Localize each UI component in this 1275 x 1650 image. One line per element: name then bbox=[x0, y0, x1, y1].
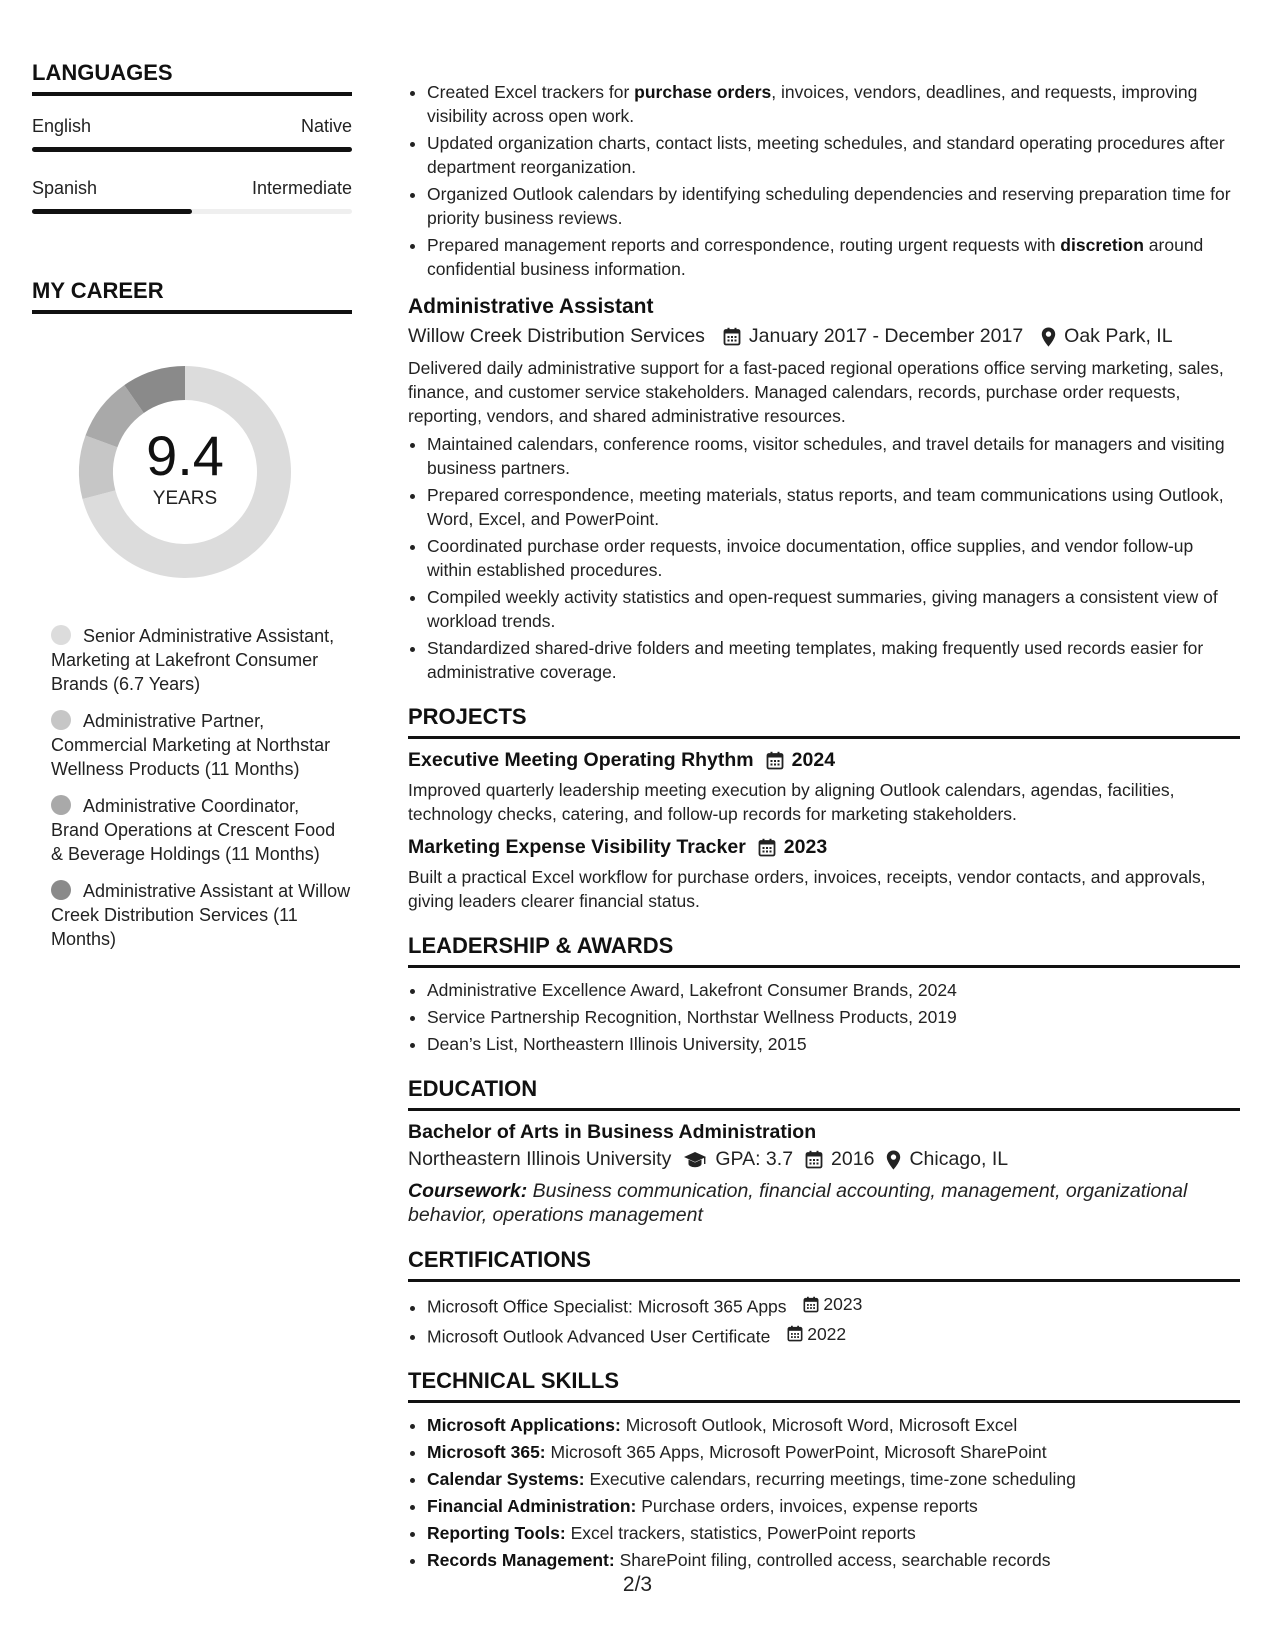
gpa: GPA: 3.7 bbox=[715, 1148, 794, 1170]
calendar-icon bbox=[766, 751, 784, 770]
legend-dot bbox=[51, 795, 71, 815]
job-meta bbox=[408, 325, 1240, 348]
bullet-item: • Prepared management reports and correspondence, routing urgent requests with discretion around confidential business information. bbox=[427, 233, 1240, 281]
project-description: Built a practical Excel workflow for purchase orders, invoices, receipts, vendor contacts, and approvals, giving leaders clearer financial status. bbox=[408, 867, 1206, 911]
certifications-title: CERTIFICATIONS bbox=[408, 1247, 1240, 1282]
bullet-item: • Prepared correspondence, meeting materials, status reports, and team communications using Outlook, Word, Excel, and PowerPoint. bbox=[427, 483, 1240, 531]
degree-name: Bachelor of Arts in Business Administration bbox=[408, 1121, 817, 1143]
bullet-item: • Updated organization charts, contact lists, meeting schedules, and standard operating procedures after department reorganization. bbox=[427, 131, 1240, 179]
calendar-icon bbox=[805, 1150, 823, 1169]
career-donut-chart bbox=[67, 354, 303, 590]
job-dates: January 2017 - December 2017 bbox=[748, 325, 1024, 347]
skill-item: • Financial Administration: Purchase orders, invoices, expense reports bbox=[427, 1494, 1240, 1518]
awards-title: LEADERSHIP & AWARDS bbox=[408, 933, 1240, 968]
projects-title: PROJECTS bbox=[408, 704, 1240, 739]
job-title: Administrative Assistant bbox=[408, 295, 654, 318]
skills-title: TECHNICAL SKILLS bbox=[408, 1368, 1240, 1403]
language-proficiency-bar bbox=[32, 209, 352, 214]
legend-item bbox=[51, 624, 352, 696]
map-pin-icon bbox=[886, 1150, 901, 1170]
awards-list bbox=[408, 978, 1240, 1056]
skill-item: • Microsoft Applications: Microsoft Outlook, Microsoft Word, Microsoft Excel bbox=[427, 1413, 1240, 1437]
project-name: Marketing Expense Visibility Tracker bbox=[408, 836, 746, 858]
project-description: Improved quarterly leadership meeting execution by aligning Outlook calendars, agendas, facilities, technology checks, catering, and follow-up records for marketing stakeholders. bbox=[408, 780, 1175, 824]
language-name: Spanish bbox=[32, 178, 98, 198]
career-total-years: 9.4 bbox=[146, 424, 224, 487]
language-entry bbox=[32, 116, 352, 152]
job-company: Willow Creek Distribution Services bbox=[408, 325, 705, 347]
language-level: Native bbox=[300, 116, 352, 136]
legend-item bbox=[51, 879, 352, 951]
certification-year: 2022 bbox=[807, 1323, 847, 1344]
certification-year: 2023 bbox=[823, 1294, 863, 1314]
bullet-item: • Maintained calendars, conference rooms, visitor schedules, and travel details for managers and visiting business partners. bbox=[427, 432, 1240, 480]
language-proficiency-fill bbox=[32, 209, 192, 214]
legend-label: Administrative Assistant at Willow Creek Distribution Services (11 Months) bbox=[51, 881, 351, 949]
school-name: Northeastern Illinois University bbox=[408, 1148, 672, 1170]
legend-label: Senior Administrative Assistant, Marketing at Lakefront Consumer Brands (6.7 Years) bbox=[51, 626, 335, 694]
graduation-year: 2016 bbox=[831, 1148, 875, 1170]
language-entry bbox=[32, 178, 352, 214]
legend-item bbox=[51, 709, 352, 781]
graduation-cap-icon bbox=[683, 1151, 707, 1169]
legend-dot bbox=[51, 625, 71, 645]
calendar-icon bbox=[803, 1296, 819, 1313]
certifications-list bbox=[408, 1292, 1240, 1348]
bullet-item: • Organized Outlook calendars by identifying scheduling dependencies and reserving preparation time for priority business reviews. bbox=[427, 182, 1240, 230]
language-proficiency-fill bbox=[32, 147, 352, 152]
certification-item: • Microsoft Outlook Advanced User Certificate 2022 bbox=[427, 1322, 1240, 1349]
skill-item: • Records Management: SharePoint filing, controlled access, searchable records bbox=[427, 1548, 1240, 1572]
previous-job-bullets bbox=[408, 80, 1240, 281]
job-summary: Delivered daily administrative support for a fast-paced regional operations office serving marketing, sales, finance, and customer service stakeholders. Managed calendars, records, purchase order requests, reporting, vendors, and shared administrative resources. bbox=[408, 358, 1224, 426]
bullet-item: • Compiled weekly activity statistics and open-request summaries, giving managers a consistent view of workload trends. bbox=[427, 585, 1240, 633]
project-entry bbox=[408, 749, 1240, 826]
career-years-unit: YEARS bbox=[152, 488, 218, 509]
page-number: 2/3 bbox=[622, 1573, 653, 1596]
language-proficiency-bar bbox=[32, 147, 352, 152]
project-entry bbox=[408, 836, 1240, 913]
job-bullets bbox=[408, 432, 1240, 684]
career-legend bbox=[51, 624, 352, 951]
award-item: • Administrative Excellence Award, Lakefront Consumer Brands, 2024 bbox=[427, 978, 1240, 1002]
coursework: Coursework: Business communication, financial accounting, management, organizational behavior, operations management bbox=[408, 1180, 1188, 1226]
calendar-icon bbox=[787, 1325, 803, 1342]
award-item: • Service Partnership Recognition, Northstar Wellness Products, 2019 bbox=[427, 1005, 1240, 1029]
left-column bbox=[32, 60, 352, 964]
legend-dot bbox=[51, 880, 71, 900]
legend-dot bbox=[51, 710, 71, 730]
language-level: Intermediate bbox=[251, 178, 352, 198]
legend-label: Administrative Coordinator, Brand Operations at Crescent Food & Beverage Holdings (11 Months) bbox=[51, 796, 336, 864]
skills-list bbox=[408, 1413, 1240, 1572]
project-name: Executive Meeting Operating Rhythm bbox=[408, 749, 754, 771]
right-column bbox=[408, 80, 1240, 1575]
education-meta bbox=[408, 1148, 1240, 1171]
legend-item bbox=[51, 794, 352, 866]
skill-item: • Microsoft 365: Microsoft 365 Apps, Microsoft PowerPoint, Microsoft SharePoint bbox=[427, 1440, 1240, 1464]
languages-title: LANGUAGES bbox=[32, 60, 352, 96]
bullet-item: • Created Excel trackers for purchase orders, invoices, vendors, deadlines, and requests, improving visibility across open work. bbox=[427, 80, 1240, 128]
project-year: 2023 bbox=[783, 836, 828, 858]
bullet-item: • Coordinated purchase order requests, invoice documentation, office supplies, and vendor follow-up within established procedures. bbox=[427, 534, 1240, 582]
bullet-item: • Standardized shared-drive folders and meeting templates, making frequently used records easier for administrative coverage. bbox=[427, 636, 1240, 684]
award-item: • Dean’s List, Northeastern Illinois University, 2015 bbox=[427, 1032, 1240, 1056]
map-pin-icon bbox=[1041, 327, 1056, 347]
skill-item: • Calendar Systems: Executive calendars, recurring meetings, time-zone scheduling bbox=[427, 1467, 1240, 1491]
education-title: EDUCATION bbox=[408, 1076, 1240, 1111]
certification-item: • Microsoft Office Specialist: Microsoft 365 Apps 2023 bbox=[427, 1292, 1240, 1319]
career-title: MY CAREER bbox=[32, 278, 352, 314]
education-location: Chicago, IL bbox=[909, 1148, 1009, 1170]
language-name: English bbox=[32, 116, 92, 136]
project-year: 2024 bbox=[791, 749, 836, 771]
calendar-icon bbox=[758, 838, 776, 857]
job-location: Oak Park, IL bbox=[1064, 325, 1173, 347]
calendar-icon bbox=[723, 327, 741, 346]
skill-item: • Reporting Tools: Excel trackers, statistics, PowerPoint reports bbox=[427, 1521, 1240, 1545]
legend-label: Administrative Partner, Commercial Marketing at Northstar Wellness Products (11 Months) bbox=[51, 711, 331, 779]
